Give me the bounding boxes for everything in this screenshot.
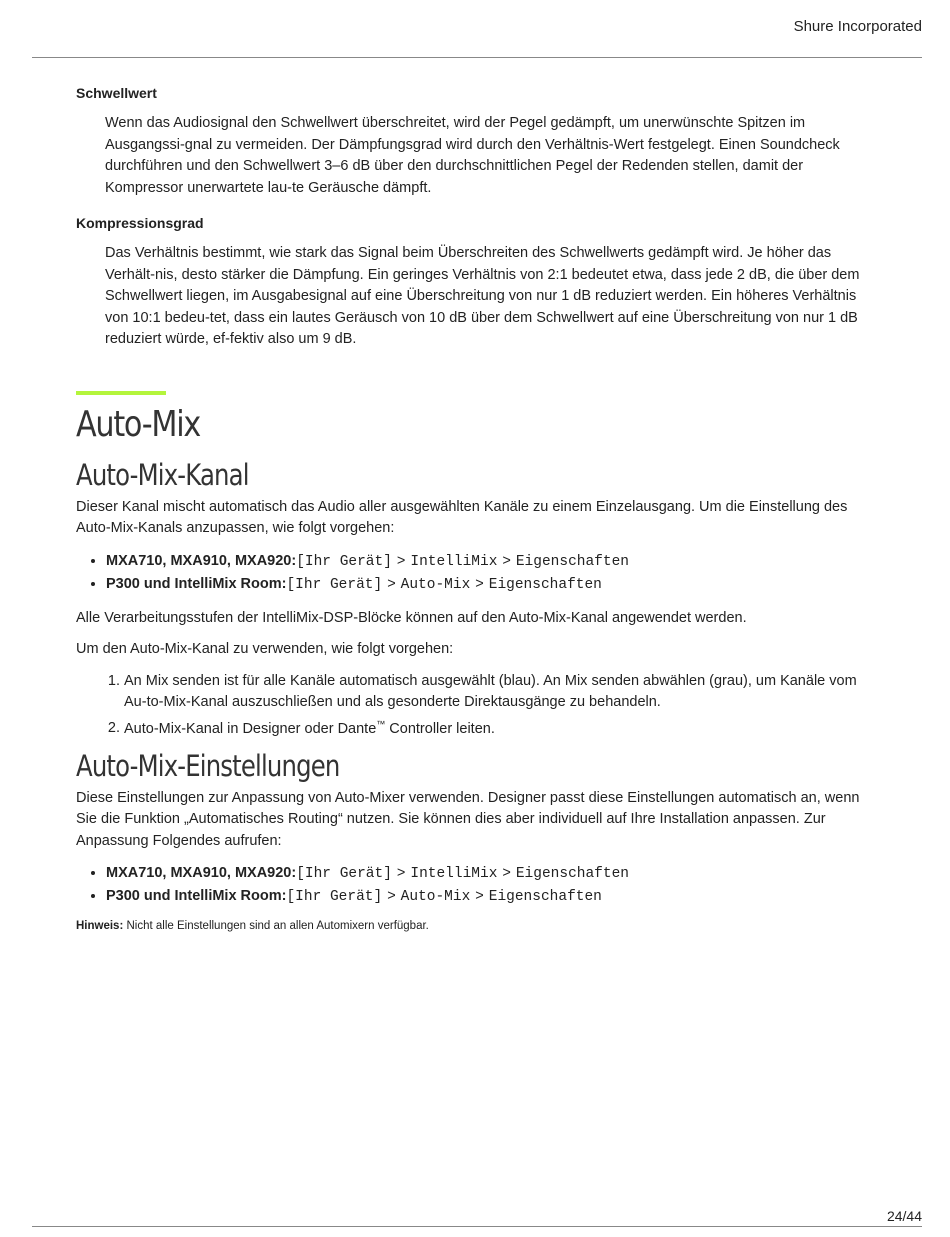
definition-text: Wenn das Audiosignal den Schwellwert überschreitet, wird der Pegel gedämpft, um unerwünschte Spitzen im Ausgangssi-gnal zu vermeiden. Der Dämpfungsgrad wird durch den Verhältnis-Wert festgelegt. Einen Soundcheck durchführen und den Schwellwert 3–6 dB über den durchschnittlichen Pegel der Redenden stellen, damit der Kompressor unerwartete lau-te Geräusche dämpft.	[105, 115, 840, 196]
channel-intro: Dieser Kanal mischt automatisch das Audio aller ausgewählten Kanäle zu einem Einzelausgang. Um die Einstellung des Auto-Mix-Kanals anzupassen, wie folgt vorgehen:	[76, 498, 848, 536]
note-label: Hinweis:	[76, 920, 124, 933]
page-content	[76, 83, 882, 932]
definition-term: Kompressionsgrad	[76, 215, 204, 231]
list-item: • MXA710, MXA910, MXA920:[Ihr Gerät] > IntelliMix > Eigenschaften	[106, 862, 882, 885]
note	[76, 920, 882, 932]
subsection-title-channel: Auto-Mix-Kanal	[76, 457, 249, 492]
list-item: 1. An Mix senden ist für alle Kanäle automatisch ausgewählt (blau). An Mix senden abwählen (grau), um Kanäle vom Au-to-Mix-Kanal auszuschließen und als gesonderte Direktausgänge zu behandeln.	[124, 671, 882, 714]
channel-path-list	[76, 550, 882, 596]
definition-ratio	[76, 213, 882, 351]
list-item: • P300 und IntelliMix Room:[Ihr Gerät] > Auto-Mix > Eigenschaften	[106, 573, 882, 596]
note-text: Nicht alle Einstellungen sind an allen Automixern verfügbar.	[123, 920, 429, 933]
channel-paragraph: Alle Verarbeitungsstufen der IntelliMix-DSP-Blöcke können auf den Auto-Mix-Kanal angewendet werden.	[76, 609, 747, 626]
settings-path-list	[76, 862, 882, 908]
header-company: Shure Incorporated	[793, 18, 922, 35]
channel-steps	[76, 671, 882, 740]
definition-term: Schwellwert	[76, 85, 157, 101]
definition-threshold	[76, 83, 882, 199]
list-item: 2. Auto-Mix-Kanal in Designer oder Dante™ Controller leiten.	[124, 714, 882, 740]
section-title: Auto-Mix	[76, 403, 200, 445]
subsection-title-settings: Auto-Mix-Einstellungen	[76, 748, 340, 783]
section-accent-bar	[76, 391, 166, 395]
page-number: 24/44	[886, 1208, 922, 1224]
list-item: • MXA710, MXA910, MXA920:[Ihr Gerät] > IntelliMix > Eigenschaften	[106, 550, 882, 573]
footer-rule	[32, 1226, 922, 1227]
list-item: • P300 und IntelliMix Room:[Ihr Gerät] > Auto-Mix > Eigenschaften	[106, 885, 882, 908]
definition-text: Das Verhältnis bestimmt, wie stark das Signal beim Überschreiten des Schwellwerts gedämpft wird. Je höher das Verhält-nis, desto stärker die Dämpfung. Ein geringes Verhältnis von 2:1 bedeutet etwa, dass jede 2 dB, die über dem Schwellwert liegen, im Ausgabesignal auf eine Überschreitung von nur 1 dB reduziert werden. Ein höheres Verhältnis von 10:1 bedeu-tet, dass ein lautes Geräusch von 10 dB über dem Schwellwert auf eine Überschreitung von nur 1 dB reduziert würde, ef-fektiv also um 9 dB.	[105, 245, 860, 347]
header-rule	[32, 57, 922, 58]
settings-intro: Diese Einstellungen zur Anpassung von Auto-Mixer verwenden. Designer passt diese Einstellungen automatisch an, wenn Sie die Funktion „Automatisches Routing“ nutzen. Sie können dies aber individuell auf Ihre Installation anpassen. Zur Anpassung Folgendes aufrufen:	[76, 789, 860, 849]
channel-paragraph: Um den Auto-Mix-Kanal zu verwenden, wie folgt vorgehen:	[76, 641, 454, 657]
